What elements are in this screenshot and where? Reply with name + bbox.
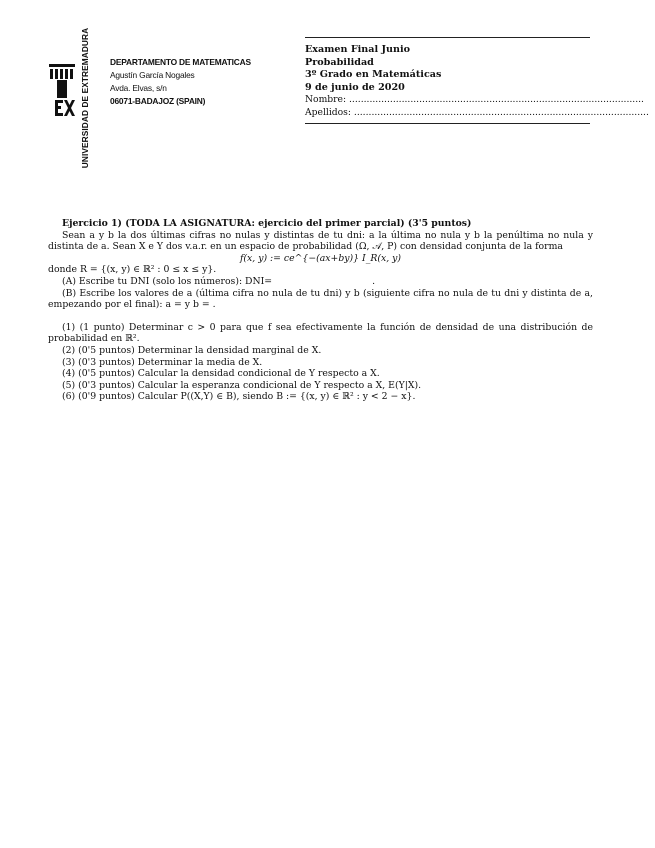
city-line: 06071-BADAJOZ (SPAIN): [110, 96, 206, 106]
uex-logo-icon: [47, 60, 77, 118]
exam-degree: 3º Grado en Matemáticas: [305, 69, 442, 80]
question-1: (1) (1 punto) Determinar c > 0 para que f sea efectivamente la función de densidad de una distribución de probabilidad en ℝ².: [48, 321, 593, 345]
university-vertical-label: [75, 22, 95, 174]
question-6: (6) (0'9 puntos) Calcular P((X,Y) ∈ B), siendo B := {(x, y) ∈ ℝ² : y < 2 − x}.: [62, 391, 416, 403]
professor-name: Agustín García Nogales: [110, 70, 195, 80]
university-logo: [47, 60, 77, 118]
exam-info-block: [305, 37, 649, 124]
surname-field[interactable]: [305, 106, 649, 120]
exam-title: Examen Final Junio: [305, 44, 410, 55]
dni-item-label: (A) Escribe tu DNI (solo los números): DNI=: [62, 275, 273, 287]
dni-item[interactable]: [48, 276, 593, 288]
department-name: DEPARTAMENTO DE MATEMATICAS: [110, 57, 251, 67]
bottom-rule: [305, 123, 590, 124]
region-definition: donde R = {(x, y) ∈ ℝ² : 0 ≤ x ≤ y}.: [48, 264, 217, 276]
surname-dots: .....................................................................................................: [353, 106, 649, 118]
question-4: (4) (0'5 puntos) Calcular la densidad condicional de Y respecto a X.: [62, 368, 380, 380]
exercise-title: Ejercicio 1) (TODA LA ASIGNATURA: ejercicio del primer parcial) (3'5 puntos): [62, 218, 472, 229]
exam-subject: Probabilidad: [305, 56, 374, 68]
ab-values-item[interactable]: (B) Escribe los valores de a (última cifra no nula de tu dni) y b (siguiente cifra no nula de tu dni y distinta de a, empezando por el final): a = y b = .: [48, 287, 593, 311]
question-3: (3) (0'3 puntos) Determinar la media de X.: [62, 356, 263, 368]
surname-label: Apellidos:: [305, 106, 351, 118]
name-dots: .....................................................................................................: [349, 94, 644, 105]
exercise-intro: Sean a y b la dos últimas cifras no nulas y distintas de tu dni: a la última no nula y b la penúltima no nula y distinta de a. Sean X e Y dos v.a.r. en un espacio de probabilidad (Ω, 𝒜, P) con densidad conjunta de la forma: [48, 229, 593, 253]
name-field[interactable]: [305, 94, 644, 107]
density-formula: f(x, y) := ce^{−(ax+by)} I_R(x, y): [239, 252, 402, 264]
exercise-content: [48, 218, 593, 403]
question-2: (2) (0'5 puntos) Determinar la densidad marginal de X.: [62, 344, 322, 356]
address-line: Avda. Elvas, s/n: [110, 83, 167, 93]
question-5: (5) (0'3 puntos) Calcular la esperanza condicional de Y respecto a X, E(Y|X).: [62, 379, 422, 391]
name-label: Nombre:: [305, 94, 347, 105]
university-name: UNIVERSIDAD DE EXTREMADURA: [80, 27, 90, 169]
department-block: [110, 56, 251, 108]
dni-item-end: .: [372, 275, 376, 287]
exam-date: 9 de junio de 2020: [305, 81, 405, 93]
